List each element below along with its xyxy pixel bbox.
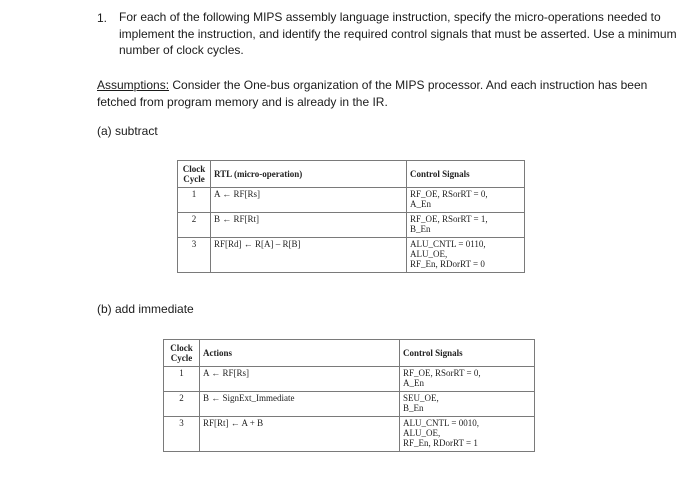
- clock-cycle-header: Clock Cycle: [178, 161, 211, 188]
- operation-cell: A ← RF[Rs]: [211, 188, 407, 213]
- control-signals-header: Control Signals: [400, 340, 535, 367]
- operation-cell: A ← RF[Rs]: [200, 367, 400, 392]
- signals-cell: RF_OE, RSorRT = 1, B_En: [407, 213, 525, 238]
- control-signals-header: Control Signals: [407, 161, 525, 188]
- operation-cell: B ← RF[Rt]: [211, 213, 407, 238]
- assumptions-label: Assumptions:: [97, 78, 170, 92]
- assumptions-text: Consider the One-bus organization of the MIPS processor. And each instruction has been fetched from program memory and is already in the IR.: [97, 78, 648, 109]
- operation-cell: B ← SignExt_Immediate: [200, 392, 400, 417]
- cycle-cell: 1: [178, 188, 211, 213]
- operation-cell: RF[Rt] ← A + B: [200, 417, 400, 452]
- signals-cell: ALU_CNTL = 0110, ALU_OE, RF_En, RDorRT = 0: [407, 238, 525, 273]
- table-row: [164, 367, 535, 392]
- question-number: 1.: [97, 11, 108, 25]
- table-row: [178, 238, 525, 273]
- signals-cell: RF_OE, RSorRT = 0, A_En: [400, 367, 535, 392]
- signals-cell: RF_OE, RSorRT = 0, A_En: [407, 188, 525, 213]
- signals-cell: ALU_CNTL = 0010, ALU_OE, RF_En, RDorRT = 1: [400, 417, 535, 452]
- cycle-cell: 2: [164, 392, 200, 417]
- cycle-cell: 2: [178, 213, 211, 238]
- table-row: [178, 188, 525, 213]
- subtract-table: [177, 160, 525, 273]
- signals-cell: SEU_OE, B_En: [400, 392, 535, 417]
- rtl-header: RTL (micro-operation): [211, 161, 407, 188]
- part-a-label: (a) subtract: [97, 124, 158, 138]
- cycle-cell: 3: [178, 238, 211, 273]
- operation-cell: RF[Rd] ← R[A] – R[B]: [211, 238, 407, 273]
- cycle-cell: 3: [164, 417, 200, 452]
- assumptions-paragraph: [97, 77, 677, 110]
- table-row: [178, 213, 525, 238]
- part-b-label: (b) add immediate: [97, 302, 194, 316]
- table-row: [164, 392, 535, 417]
- question-text: For each of the following MIPS assembly language instruction, specify the micro-operations needed to implement the instruction, and identify the required control signals that must be asserted. Use a minimum number of clock cycles.: [119, 10, 677, 57]
- table-row: [164, 417, 535, 452]
- cycle-cell: 1: [164, 367, 200, 392]
- add-immediate-table: [163, 339, 535, 452]
- actions-header: Actions: [200, 340, 400, 367]
- clock-cycle-header: Clock Cycle: [164, 340, 200, 367]
